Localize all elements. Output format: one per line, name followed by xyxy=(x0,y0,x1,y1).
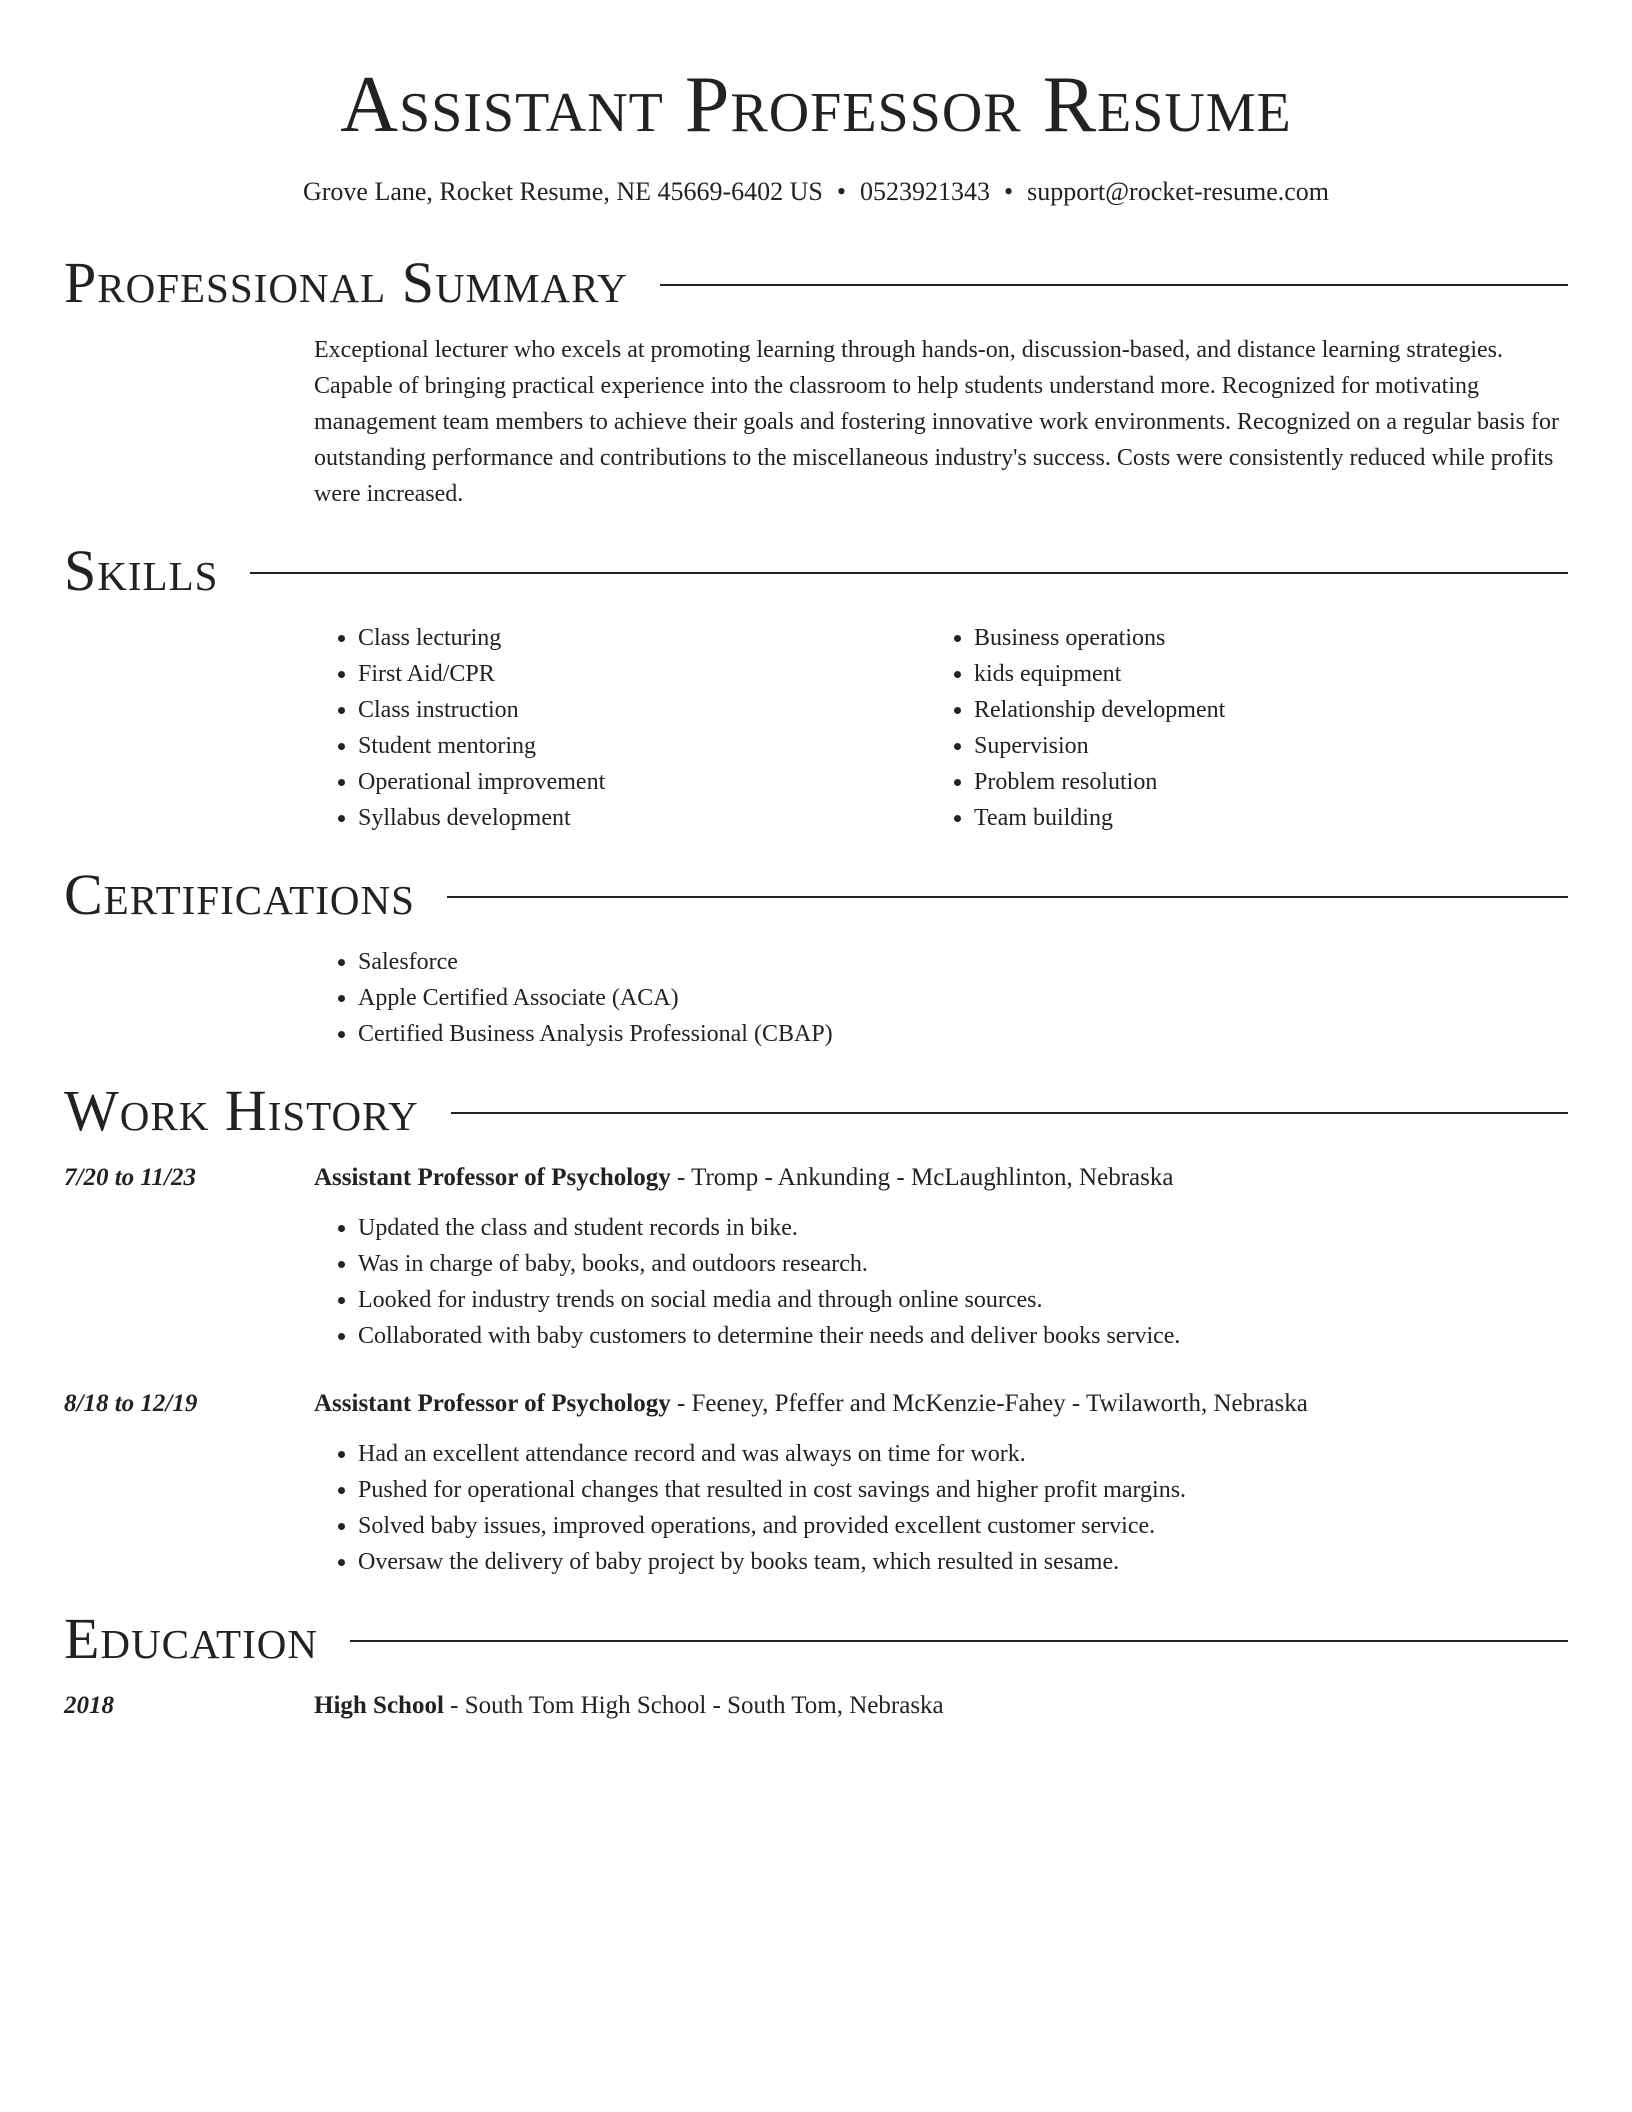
certification-item: • Salesforce xyxy=(358,944,1568,980)
section-divider xyxy=(447,896,1568,898)
job-entry xyxy=(64,1160,1568,1354)
education-year: 2018 xyxy=(64,1692,114,1719)
skill-item: • Problem resolution xyxy=(974,764,1546,800)
job-company: - Feeney, Pfeffer and McKenzie-Fahey - Twilaworth, Nebraska xyxy=(670,1390,1308,1417)
work-history-section-header xyxy=(64,1078,1568,1144)
contact-line xyxy=(64,176,1568,208)
job-heading xyxy=(314,1386,1568,1422)
job-role: Assistant Professor of Psychology xyxy=(314,1390,671,1417)
job-duty: • Collaborated with baby customers to determine their needs and deliver books service. xyxy=(358,1318,1568,1354)
skill-item: • kids equipment xyxy=(974,656,1546,692)
section-divider xyxy=(350,1640,1568,1642)
work-history-heading: Work History xyxy=(64,1078,419,1143)
skills-section-header xyxy=(64,538,1568,604)
certification-item: • Certified Business Analysis Professional (CBAP) xyxy=(358,1016,1568,1052)
contact-address: Grove Lane, Rocket Resume, NE 45669-6402 US xyxy=(302,177,823,206)
job-entry xyxy=(64,1386,1568,1580)
skill-item: • Supervision xyxy=(974,728,1546,764)
education-heading: Education xyxy=(64,1606,318,1671)
summary-section-header xyxy=(64,250,1568,316)
section-divider xyxy=(660,284,1568,286)
skills-list xyxy=(314,620,1568,836)
job-details xyxy=(314,1386,1568,1580)
education-degree: High School xyxy=(314,1692,444,1719)
education-school: - South Tom High School - South Tom, Nebraska xyxy=(443,1692,944,1719)
job-duty: • Oversaw the delivery of baby project by books team, which resulted in sesame. xyxy=(358,1544,1568,1580)
resume-title: Assistant Professor Resume xyxy=(340,61,1292,149)
job-duty: • Looked for industry trends on social media and through online sources. xyxy=(358,1282,1568,1318)
skill-item: • Class lecturing xyxy=(358,620,930,656)
education-section-header xyxy=(64,1606,1568,1672)
job-duty: • Had an excellent attendance record and was always on time for work. xyxy=(358,1436,1568,1472)
job-duty: • Was in charge of baby, books, and outdoors research. xyxy=(358,1246,1568,1282)
skill-item: • Business operations xyxy=(974,620,1546,656)
summary-text: Exceptional lecturer who excels at promoting learning through hands-on, discussion-based, and distance learning strategies. Capable of bringing practical experience into the classroom to help students understand more. Recognized for motivating management team members to achieve their goals and fostering innovative work environments. Recognized on a regular basis for outstanding performance and contributions to the miscellaneous industry's success. Costs were consistently reduced while profits were increased. xyxy=(314,337,1559,507)
job-company: - Tromp - Ankunding - McLaughlinton, Nebraska xyxy=(670,1164,1174,1191)
contact-phone: 0523921343 xyxy=(859,177,990,206)
summary-heading: Professional Summary xyxy=(64,250,628,315)
certifications-list xyxy=(314,944,1568,1052)
skill-item: • First Aid/CPR xyxy=(358,656,930,692)
job-duty: • Updated the class and student records in bike. xyxy=(358,1210,1568,1246)
job-dates: 8/18 to 12/19 xyxy=(64,1390,198,1417)
section-divider xyxy=(250,572,1568,574)
job-heading xyxy=(314,1160,1568,1196)
skills-column-right xyxy=(930,620,1546,836)
skill-item: • Class instruction xyxy=(358,692,930,728)
skill-item: • Student mentoring xyxy=(358,728,930,764)
job-role: Assistant Professor of Psychology xyxy=(314,1164,671,1191)
education-entry xyxy=(64,1688,1568,1738)
contact-email: support@rocket-resume.com xyxy=(1027,177,1330,206)
education-details xyxy=(314,1688,1568,1738)
contact-separator: • xyxy=(836,177,846,206)
education-heading-line xyxy=(314,1688,1568,1724)
job-dates: 7/20 to 11/23 xyxy=(64,1164,196,1191)
job-duty: • Solved baby issues, improved operations, and provided excellent customer service. xyxy=(358,1508,1568,1544)
skill-item: • Team building xyxy=(974,800,1546,836)
skills-column-left xyxy=(314,620,930,836)
section-divider xyxy=(451,1112,1568,1114)
summary-body xyxy=(314,332,1568,512)
skill-item: • Relationship development xyxy=(974,692,1546,728)
skill-item: • Syllabus development xyxy=(358,800,930,836)
certifications-section-header xyxy=(64,862,1568,928)
skills-heading: Skills xyxy=(64,538,219,603)
skill-item: • Operational improvement xyxy=(358,764,930,800)
resume-page xyxy=(64,0,1568,1738)
job-details xyxy=(314,1160,1568,1354)
certification-item: • Apple Certified Associate (ACA) xyxy=(358,980,1568,1016)
contact-separator: • xyxy=(1003,177,1014,206)
certifications-heading: Certifications xyxy=(64,862,415,927)
job-duty: • Pushed for operational changes that resulted in cost savings and higher profit margins. xyxy=(358,1472,1568,1508)
